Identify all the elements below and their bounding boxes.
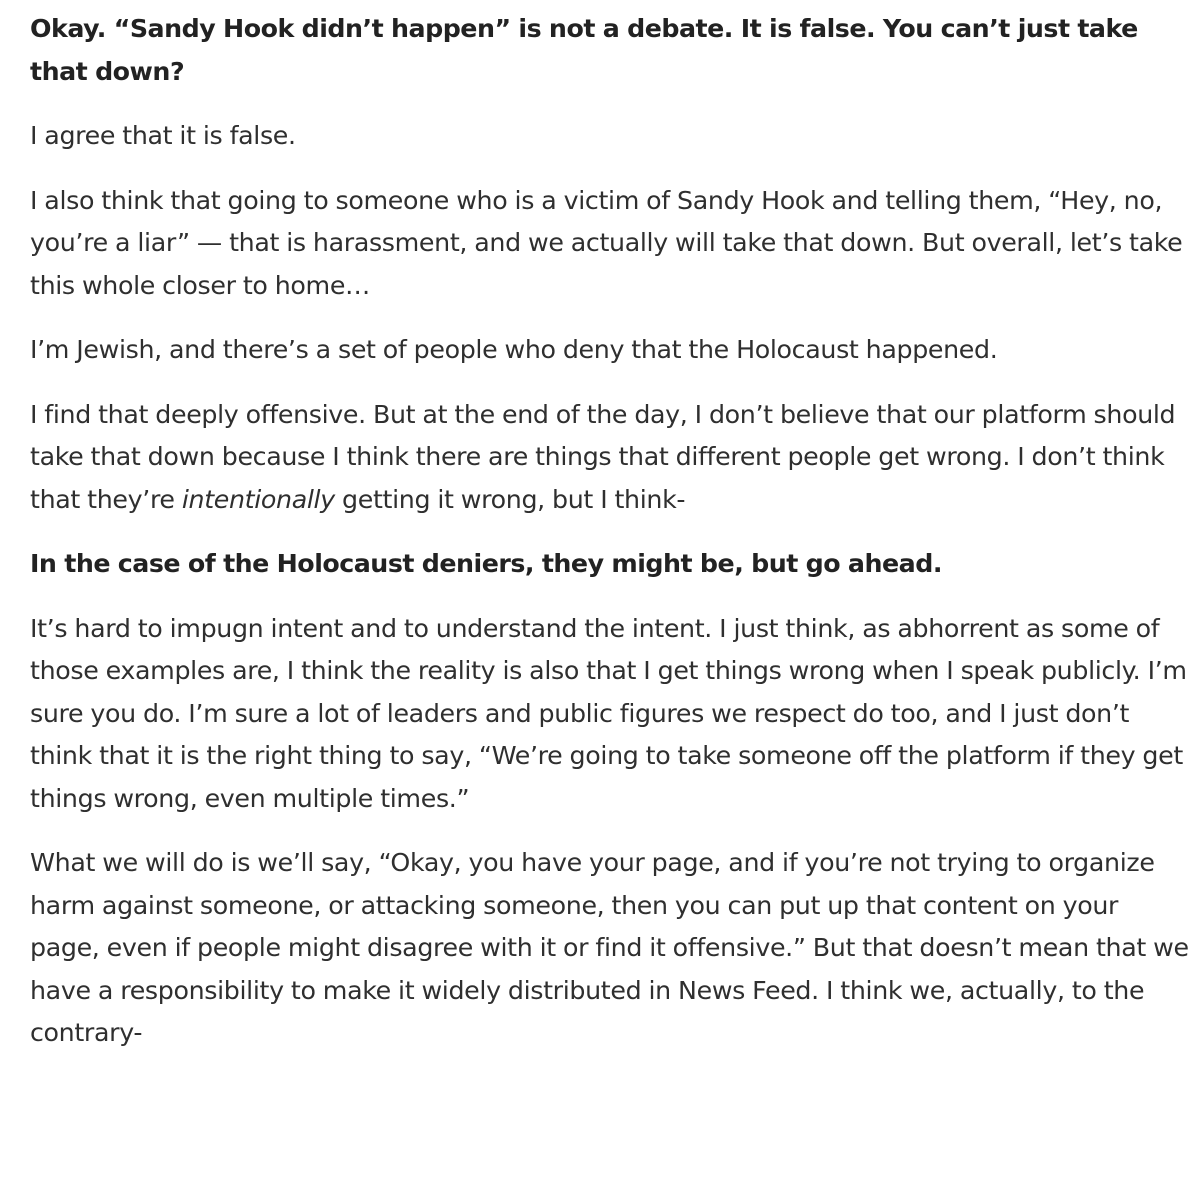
answer-paragraph: I’m Jewish, and there’s a set of people who deny that the Holocaust happened. [30, 335, 998, 364]
interview-transcript [30, 8, 1192, 1077]
answer-paragraph: What we will do is we’ll say, “Okay, you have your page, and if you’re not trying to organize harm against someone, or attacking someone, then you can put up that content on your page, even if people might disagree with it or find it offensive.” But that doesn’t mean that we have a responsibility to make it widely distributed in News Feed. I think we, actually, to the contrary- [30, 848, 1189, 1047]
answer-paragraph: It’s hard to impugn intent and to understand the intent. I just think, as abhorrent as some of those examples are, I think the reality is also that I get things wrong when I speak publicly. I’m sure you do. I’m sure a lot of leaders and public figures we respect do too, and I just don’t think that it is the right thing to say, “We’re going to take someone off the platform if they get things wrong, even multiple times.” [30, 613, 1187, 813]
interviewer-question: In the case of the Holocaust deniers, they might be, but go ahead. [30, 549, 942, 578]
answer-paragraph: I also think that going to someone who is a victim of Sandy Hook and telling them, “Hey, no, you’re a liar” — that is harassment, and we actually will take that down. But overall, let’s take this whole closer to home… [30, 185, 1183, 300]
answer-paragraph: I agree that it is false. [30, 121, 296, 150]
emphasized-word: intentionally [181, 484, 335, 514]
answer-text: getting it wrong, but I think- [334, 484, 686, 514]
answer-paragraph [30, 394, 1192, 522]
interviewer-question: Okay. “Sandy Hook didn’t happen” is not a debate. It is false. You can’t just take that down? [30, 14, 1138, 86]
answer-text: I find that deeply offensive. But at the end of the day, I don’t believe that our platform should take that down because I think there are things that different people get wrong. I don’t think that they’re [30, 399, 1176, 514]
